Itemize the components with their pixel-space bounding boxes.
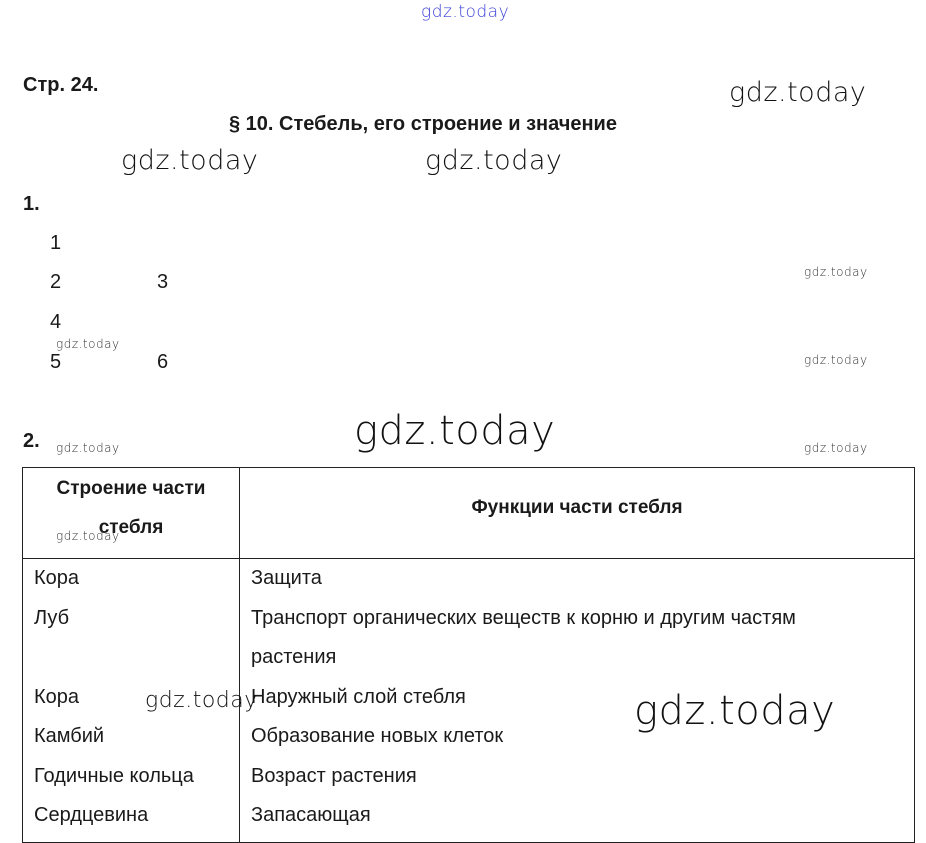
table-cell-part: Годичные кольца bbox=[34, 764, 194, 787]
label-4: 4 bbox=[50, 311, 62, 333]
table-header-row bbox=[23, 468, 915, 559]
section-title: § 10. Стебель, его строение и значение bbox=[229, 113, 617, 135]
table-cell-function: Возраст растения bbox=[251, 764, 417, 787]
table-cell-function: Защита bbox=[251, 567, 322, 589]
watermark: gdz.today bbox=[56, 529, 120, 543]
watermark: gdz.today bbox=[425, 145, 563, 176]
watermark: gdz.today bbox=[804, 265, 868, 279]
table-cell-part: Кора bbox=[34, 685, 80, 708]
label-3: 3 bbox=[157, 271, 169, 293]
table-cell-part: Кора bbox=[34, 567, 80, 589]
watermark: gdz.today bbox=[634, 688, 836, 734]
label-2: 2 bbox=[50, 271, 62, 293]
stem-structure-table bbox=[22, 467, 915, 843]
table-cell-part bbox=[23, 638, 239, 678]
watermark: gdz.today bbox=[421, 2, 510, 22]
table-cell-function: Транспорт органических веществ к корню и другим частям bbox=[251, 606, 796, 629]
label-6: 6 bbox=[157, 351, 169, 373]
watermark: gdz.today bbox=[729, 77, 867, 108]
watermark: gdz.today bbox=[121, 145, 259, 176]
task-2-number: 2. bbox=[23, 430, 40, 452]
table-cell-function: Образование новых клеток bbox=[251, 725, 504, 747]
table-header-structure: Строение части стебля bbox=[23, 468, 240, 559]
watermark: gdz.today bbox=[354, 408, 556, 454]
table-cell-part: Камбий bbox=[34, 725, 105, 747]
table-cell-function: Запасающая bbox=[251, 804, 371, 826]
watermark: gdz.today bbox=[56, 337, 120, 351]
label-1: 1 bbox=[50, 232, 62, 254]
table-cell-part: Сердцевина bbox=[34, 804, 149, 826]
label-5: 5 bbox=[50, 351, 62, 373]
task-1-number: 1. bbox=[23, 193, 40, 215]
watermark: gdz.today bbox=[804, 353, 868, 367]
table-cell-function: Наружный слой стебля bbox=[251, 685, 466, 708]
table-header-functions: Функции части стебля bbox=[240, 468, 915, 559]
page-reference: Стр. 24. bbox=[23, 74, 99, 96]
table-cell-function: растения bbox=[251, 646, 337, 668]
watermark: gdz.today bbox=[804, 441, 868, 455]
watermark: gdz.today bbox=[56, 441, 120, 455]
table-cell-part: Луб bbox=[34, 606, 70, 629]
watermark: gdz.today bbox=[145, 688, 258, 713]
